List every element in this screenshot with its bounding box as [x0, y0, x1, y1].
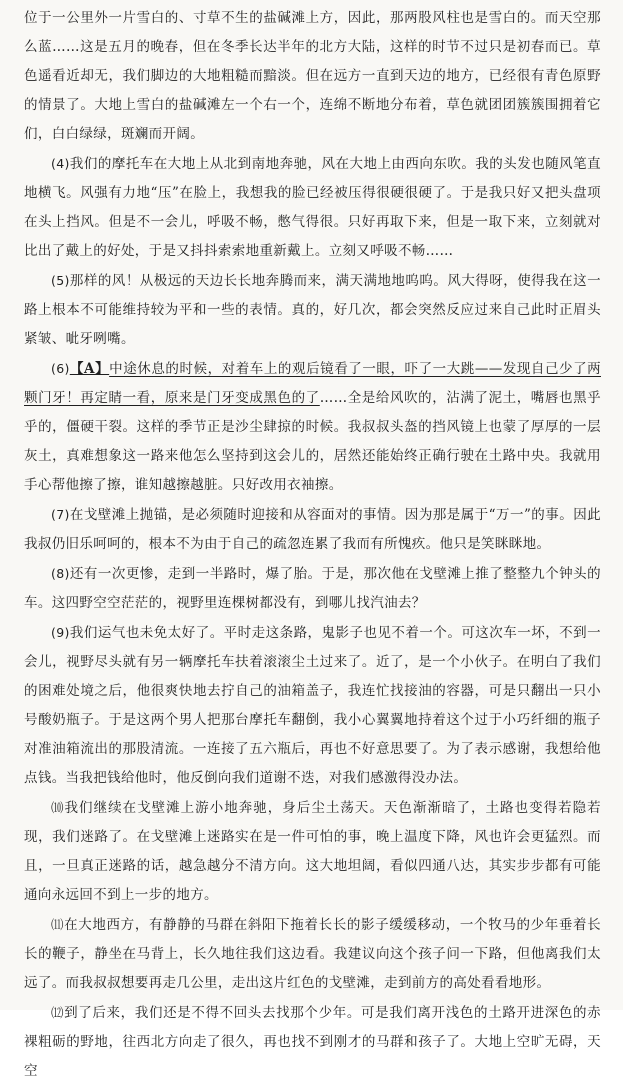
paragraph-number: (5): [51, 273, 70, 288]
paragraph-4: [24, 149, 601, 266]
paragraph-number: ⑿: [51, 1005, 65, 1020]
paragraph-6: [24, 354, 601, 500]
paragraph-text: 位于一公里外一片雪白的、寸草不生的盐碱滩上方，因此，那两股风柱也是雪白的。而天空那么蓝……这是五月的晚春，但在冬季长达半年的北方大陆，这样的时节不过只是初春而已。草色遥看近却无，我们脚边的大地粗糙而黯淡。但在远方一直到天边的地方，已经很有青色原野的情景了。大地上雪白的盐碱滩左一个右一个，连绵不断地分布着，草色就团团簇簇围拥着它们，白白绿绿，斑斓而开阔。: [24, 10, 601, 142]
paragraph-text: 那样的风！从极远的天边长长地奔腾而来，满天满地地呜呜。风大得呀，使得我在这一路上根本不可能维持较为平和一些的表情。真的，好几次，都会突然反应过来自己此时正眉头紧皱、呲牙咧嘴。: [24, 273, 601, 347]
paragraph-text: 到了后来，我们还是不得不回头去找那个少年。可是我们离开浅色的土路开进深色的赤裸粗砺的野地，往西北方向走了很久，再也找不到刚才的马群和孩子了。大地上空旷无碍，天空: [24, 1005, 601, 1079]
paragraph-text: 在戈壁滩上抛锚，是必须随时迎接和从容面对的事情。因为那是属于“万一”的事。因此我叔仍旧乐呵呵的，根本不为由于自己的疏忽连累了我而有所愧疚。他只是笑眯眯地。: [24, 507, 601, 552]
paragraph-continued: [24, 4, 601, 149]
paragraph-number: (4): [51, 156, 70, 171]
paragraph-number: ⑾: [51, 917, 65, 932]
paragraph-number: ⑽: [51, 800, 65, 815]
paragraph-5: [24, 266, 601, 354]
paragraph-7: [24, 500, 601, 559]
paragraph-9: [24, 618, 601, 793]
paragraph-text: 还有一次更惨，走到一半路时，爆了胎。于是，那次他在戈壁滩上推了整整九个钟头的车。这四野空空茫茫的，视野里连棵树都没有，到哪儿找汽油去？: [24, 566, 601, 611]
paragraph-number: (7): [51, 507, 70, 522]
paragraph-number: (8): [51, 566, 70, 581]
paragraph-text: 我们运气也未免太好了。平时走这条路，鬼影子也见不着一个。可这次车一坏，不到一会儿，视野尽头就有另一辆摩托车扶着滚滚尘土过来了。近了，是一个小伙子。在明白了我们的困难处境之后，他很爽快地去拧自己的油箱盖子，我连忙找接油的容器，可是只翻出一只小号酸奶瓶子。于是这两个男人把那台摩托车翻倒，我小心翼翼地持着这个过于小巧纤细的瓶子对准油箱流出的那股清流。一连接了五六瓶后，再也不好意思要了。为了表示感谢，我想给他点钱。当我把钱给他时，他反倒向我们道谢不迭，对我们感激得没办法。: [24, 625, 601, 786]
paragraph-8: [24, 559, 601, 618]
underlined-sentence: 中途休息的时候，对着车上的观后镜看了一眼，吓了一大跳——发现自己少了两颗门牙！再定睛一看，原来是门牙变成黑色的了: [24, 361, 601, 406]
paragraph-text: 在大地西方，有静静的马群在斜阳下拖着长长的影子缓缓移动，一个牧马的少年垂着长长的鞭子，静坐在马背上，长久地往我们这边看。我建议向这个孩子问一下路，但他离我们太远了。而我叔叔想要再走几公里，走出这片红色的戈壁滩，走到前方的高处看看地形。: [24, 917, 601, 991]
paragraph-text: 我们的摩托车在大地上从北到南地奔驰，风在大地上由西向东吹。我的头发也随风笔直地横飞。风强有力地“压”在脸上，我想我的脸已经被压得很硬很硬了。于是我只好又把头盘项在头上挡风。但是不一会儿，呼吸不畅，憋气得很。只好再取下来，但是一取下来，立刻就对比出了戴上的好处，于是又抖抖索索地重新戴上。立刻又呼吸不畅……: [24, 156, 601, 259]
paragraph-text: ……全是给风吹的，沾满了泥土，嘴唇也黑乎乎的，僵硬干裂。这样的季节正是沙尘肆掠的时候。我叔叔头盔的挡风镜上也蒙了厚厚的一层灰土，真难想象这一路来他怎么坚持到这会儿的，居然还能始终正确行驶在土路中央。我就用手心帮他擦了擦，谁知越擦越脏。只好改用衣袖擦。: [24, 390, 601, 493]
paragraph-number: (9): [51, 625, 70, 640]
paragraph-number: (6): [51, 361, 70, 376]
paragraph-12: [24, 998, 601, 1086]
paragraph-10: [24, 793, 601, 910]
paragraph-11: [24, 910, 601, 998]
annotation-marker-a: 【A】: [69, 361, 110, 377]
paragraph-text: 我们继续在戈壁滩上游小地奔驰，身后尘土荡天。天色渐渐暗了，土路也变得若隐若现，我们迷路了。在戈壁滩上迷路实在是一件可怕的事，晚上温度下降，风也许会更猛烈。而且，一旦真正迷路的话，越急越分不清方向。这大地坦阔，看似四通八达，其实步步都有可能通向永远回不到上一步的地方。: [24, 800, 602, 903]
